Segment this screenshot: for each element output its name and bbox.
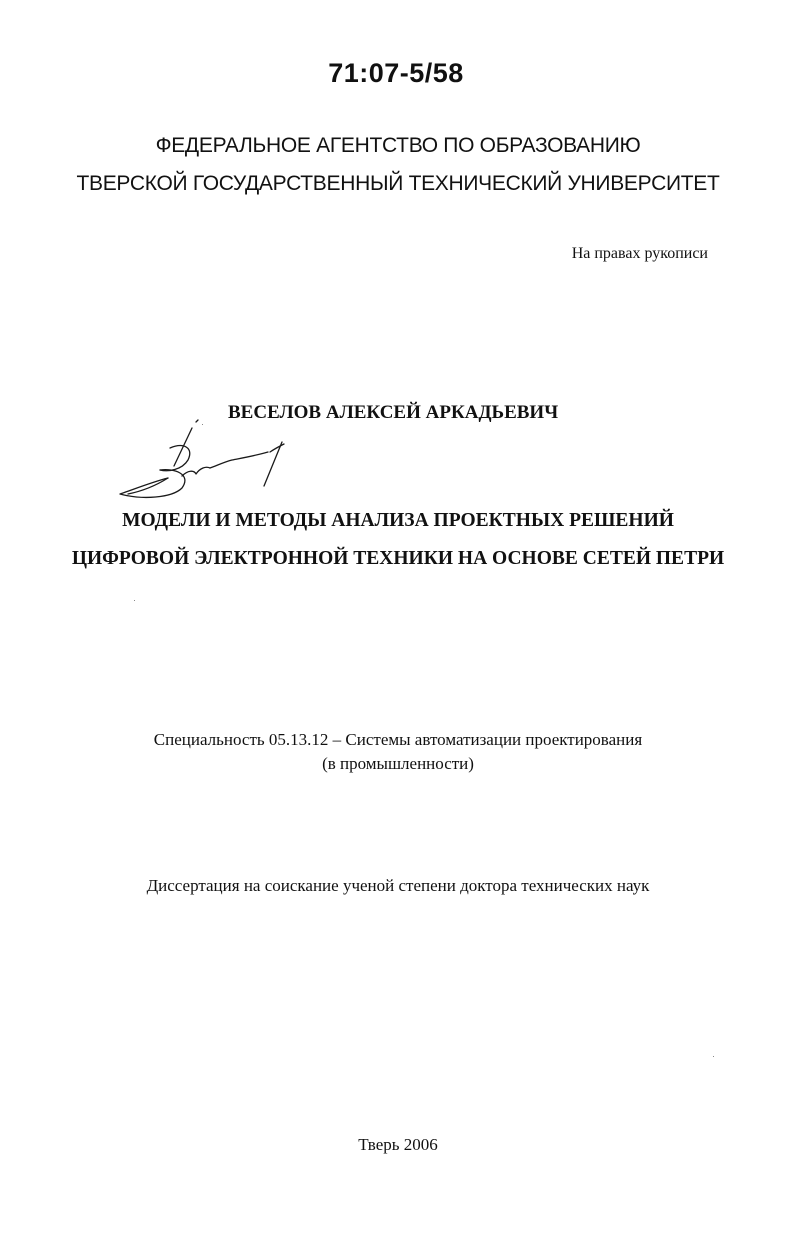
dissertation-title-line2: ЦИФРОВОЙ ЭЛЕКТРОННОЙ ТЕХНИКИ НА ОСНОВЕ СЕТЕЙ ПЕТРИ bbox=[71, 548, 725, 569]
agency-name: ФЕДЕРАЛЬНОЕ АГЕНТСТВО ПО ОБРАЗОВАНИЮ bbox=[155, 134, 641, 157]
scan-speck bbox=[713, 1056, 714, 1057]
catalog-number: 71:07-5/58 bbox=[328, 58, 464, 88]
scan-speck bbox=[134, 600, 135, 601]
author-name: ВЕСЕЛОВ АЛЕКСЕЙ АРКАДЬЕВИЧ bbox=[228, 402, 559, 423]
dissertation-title-line1: МОДЕЛИ И МЕТОДЫ АНАЛИЗА ПРОЕКТНЫХ РЕШЕНИЙ bbox=[122, 510, 674, 531]
degree-statement: Диссертация на соискание ученой степени доктора технических наук bbox=[146, 876, 650, 895]
scan-speck bbox=[202, 424, 203, 425]
specialty-subline: (в промышленности) bbox=[322, 754, 474, 773]
city-year: Тверь 2006 bbox=[358, 1135, 438, 1154]
specialty-line: Специальность 05.13.12 – Системы автоматизации проектирования bbox=[153, 730, 643, 749]
university-name: ТВЕРСКОЙ ГОСУДАРСТВЕННЫЙ ТЕХНИЧЕСКИЙ УНИВЕРСИТЕТ bbox=[76, 172, 720, 195]
manuscript-note: На правах рукописи bbox=[571, 245, 708, 262]
handwritten-signature bbox=[112, 418, 302, 513]
